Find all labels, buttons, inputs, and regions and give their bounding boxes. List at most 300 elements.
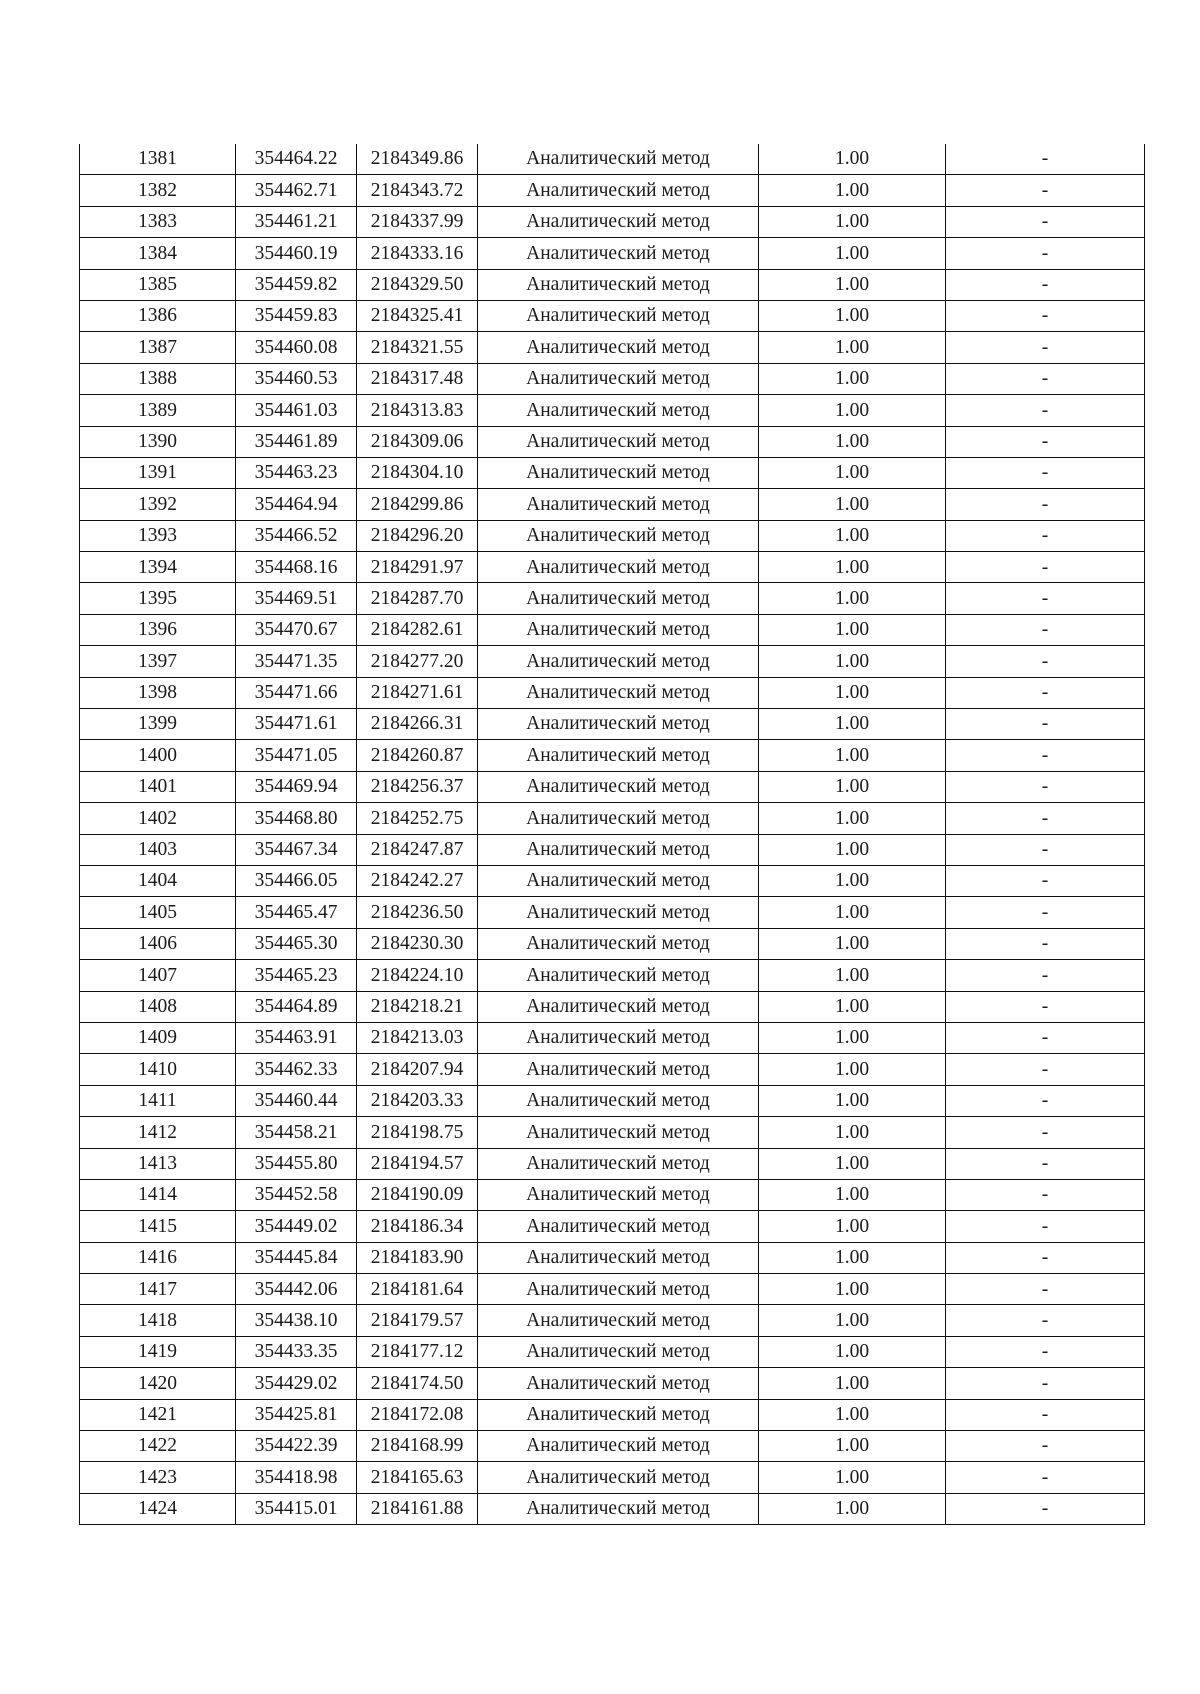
accuracy-cell: 1.00 <box>759 740 946 771</box>
table-row <box>80 395 1145 426</box>
x-coordinate-cell: 354433.35 <box>236 1336 357 1367</box>
y-coordinate-cell: 2184313.83 <box>357 395 478 426</box>
x-coordinate-cell: 354471.35 <box>236 646 357 677</box>
table-row <box>80 771 1145 802</box>
x-coordinate-cell: 354465.23 <box>236 960 357 991</box>
y-coordinate-cell: 2184203.33 <box>357 1085 478 1116</box>
description-cell: - <box>946 332 1145 363</box>
x-coordinate-cell: 354460.53 <box>236 363 357 394</box>
point-number-cell: 1424 <box>80 1493 236 1524</box>
x-coordinate-cell: 354467.34 <box>236 834 357 865</box>
accuracy-cell: 1.00 <box>759 1274 946 1305</box>
description-cell: - <box>946 489 1145 520</box>
method-cell: Аналитический метод <box>478 1493 759 1524</box>
x-coordinate-cell: 354449.02 <box>236 1211 357 1242</box>
point-number-cell: 1384 <box>80 238 236 269</box>
point-number-cell: 1422 <box>80 1431 236 1462</box>
y-coordinate-cell: 2184190.09 <box>357 1179 478 1210</box>
method-cell: Аналитический метод <box>478 1305 759 1336</box>
description-cell: - <box>946 1022 1145 1053</box>
table-row <box>80 897 1145 928</box>
accuracy-cell: 1.00 <box>759 897 946 928</box>
method-cell: Аналитический метод <box>478 1336 759 1367</box>
accuracy-cell: 1.00 <box>759 614 946 645</box>
method-cell: Аналитический метод <box>478 269 759 300</box>
point-number-cell: 1402 <box>80 803 236 834</box>
method-cell: Аналитический метод <box>478 583 759 614</box>
table-row <box>80 363 1145 394</box>
y-coordinate-cell: 2184165.63 <box>357 1462 478 1493</box>
description-cell: - <box>946 1305 1145 1336</box>
x-coordinate-cell: 354462.71 <box>236 175 357 206</box>
y-coordinate-cell: 2184329.50 <box>357 269 478 300</box>
description-cell: - <box>946 897 1145 928</box>
method-cell: Аналитический метод <box>478 1462 759 1493</box>
accuracy-cell: 1.00 <box>759 395 946 426</box>
table-row <box>80 1336 1145 1367</box>
description-cell: - <box>946 1368 1145 1399</box>
point-number-cell: 1411 <box>80 1085 236 1116</box>
accuracy-cell: 1.00 <box>759 928 946 959</box>
method-cell: Аналитический метод <box>478 175 759 206</box>
method-cell: Аналитический метод <box>478 1179 759 1210</box>
point-number-cell: 1396 <box>80 614 236 645</box>
accuracy-cell: 1.00 <box>759 1368 946 1399</box>
method-cell: Аналитический метод <box>478 1368 759 1399</box>
point-number-cell: 1383 <box>80 206 236 237</box>
point-number-cell: 1391 <box>80 457 236 488</box>
x-coordinate-cell: 354461.21 <box>236 206 357 237</box>
table-row <box>80 175 1145 206</box>
description-cell: - <box>946 552 1145 583</box>
point-number-cell: 1407 <box>80 960 236 991</box>
point-number-cell: 1403 <box>80 834 236 865</box>
y-coordinate-cell: 2184333.16 <box>357 238 478 269</box>
table-row <box>80 1462 1145 1493</box>
accuracy-cell: 1.00 <box>759 709 946 740</box>
accuracy-cell: 1.00 <box>759 1431 946 1462</box>
x-coordinate-cell: 354460.44 <box>236 1085 357 1116</box>
method-cell: Аналитический метод <box>478 928 759 959</box>
x-coordinate-cell: 354438.10 <box>236 1305 357 1336</box>
point-number-cell: 1395 <box>80 583 236 614</box>
point-number-cell: 1387 <box>80 332 236 363</box>
accuracy-cell: 1.00 <box>759 771 946 802</box>
accuracy-cell: 1.00 <box>759 865 946 896</box>
y-coordinate-cell: 2184213.03 <box>357 1022 478 1053</box>
table-row <box>80 583 1145 614</box>
y-coordinate-cell: 2184194.57 <box>357 1148 478 1179</box>
point-number-cell: 1414 <box>80 1179 236 1210</box>
description-cell: - <box>946 457 1145 488</box>
point-number-cell: 1417 <box>80 1274 236 1305</box>
description-cell: - <box>946 709 1145 740</box>
y-coordinate-cell: 2184177.12 <box>357 1336 478 1367</box>
accuracy-cell: 1.00 <box>759 1242 946 1273</box>
accuracy-cell: 1.00 <box>759 1179 946 1210</box>
method-cell: Аналитический метод <box>478 206 759 237</box>
y-coordinate-cell: 2184299.86 <box>357 489 478 520</box>
method-cell: Аналитический метод <box>478 363 759 394</box>
table-row <box>80 1085 1145 1116</box>
point-number-cell: 1413 <box>80 1148 236 1179</box>
description-cell: - <box>946 300 1145 331</box>
point-number-cell: 1404 <box>80 865 236 896</box>
point-number-cell: 1399 <box>80 709 236 740</box>
point-number-cell: 1418 <box>80 1305 236 1336</box>
y-coordinate-cell: 2184309.06 <box>357 426 478 457</box>
method-cell: Аналитический метод <box>478 1117 759 1148</box>
description-cell: - <box>946 269 1145 300</box>
y-coordinate-cell: 2184317.48 <box>357 363 478 394</box>
description-cell: - <box>946 426 1145 457</box>
accuracy-cell: 1.00 <box>759 1054 946 1085</box>
table-row <box>80 332 1145 363</box>
description-cell: - <box>946 583 1145 614</box>
accuracy-cell: 1.00 <box>759 646 946 677</box>
y-coordinate-cell: 2184296.20 <box>357 520 478 551</box>
method-cell: Аналитический метод <box>478 614 759 645</box>
accuracy-cell: 1.00 <box>759 332 946 363</box>
y-coordinate-cell: 2184186.34 <box>357 1211 478 1242</box>
accuracy-cell: 1.00 <box>759 960 946 991</box>
accuracy-cell: 1.00 <box>759 1117 946 1148</box>
y-coordinate-cell: 2184172.08 <box>357 1399 478 1430</box>
description-cell: - <box>946 363 1145 394</box>
description-cell: - <box>946 803 1145 834</box>
y-coordinate-cell: 2184198.75 <box>357 1117 478 1148</box>
table-row <box>80 238 1145 269</box>
coordinates-table-body <box>80 144 1145 1525</box>
description-cell: - <box>946 1117 1145 1148</box>
table-row <box>80 1399 1145 1430</box>
description-cell: - <box>946 771 1145 802</box>
accuracy-cell: 1.00 <box>759 520 946 551</box>
y-coordinate-cell: 2184224.10 <box>357 960 478 991</box>
point-number-cell: 1398 <box>80 677 236 708</box>
accuracy-cell: 1.00 <box>759 144 946 175</box>
description-cell: - <box>946 1148 1145 1179</box>
x-coordinate-cell: 354425.81 <box>236 1399 357 1430</box>
accuracy-cell: 1.00 <box>759 426 946 457</box>
description-cell: - <box>946 1399 1145 1430</box>
point-number-cell: 1421 <box>80 1399 236 1430</box>
accuracy-cell: 1.00 <box>759 803 946 834</box>
accuracy-cell: 1.00 <box>759 991 946 1022</box>
table-row <box>80 144 1145 175</box>
method-cell: Аналитический метод <box>478 1431 759 1462</box>
table-row <box>80 489 1145 520</box>
method-cell: Аналитический метод <box>478 1274 759 1305</box>
table-row <box>80 269 1145 300</box>
y-coordinate-cell: 2184343.72 <box>357 175 478 206</box>
x-coordinate-cell: 354461.03 <box>236 395 357 426</box>
table-row <box>80 552 1145 583</box>
x-coordinate-cell: 354458.21 <box>236 1117 357 1148</box>
y-coordinate-cell: 2184161.88 <box>357 1493 478 1524</box>
accuracy-cell: 1.00 <box>759 1085 946 1116</box>
description-cell: - <box>946 865 1145 896</box>
accuracy-cell: 1.00 <box>759 1493 946 1524</box>
point-number-cell: 1410 <box>80 1054 236 1085</box>
table-row <box>80 457 1145 488</box>
x-coordinate-cell: 354460.08 <box>236 332 357 363</box>
x-coordinate-cell: 354463.91 <box>236 1022 357 1053</box>
accuracy-cell: 1.00 <box>759 206 946 237</box>
description-cell: - <box>946 1336 1145 1367</box>
description-cell: - <box>946 740 1145 771</box>
table-row <box>80 834 1145 865</box>
method-cell: Аналитический метод <box>478 709 759 740</box>
description-cell: - <box>946 834 1145 865</box>
point-number-cell: 1386 <box>80 300 236 331</box>
method-cell: Аналитический метод <box>478 1148 759 1179</box>
table-row <box>80 520 1145 551</box>
x-coordinate-cell: 354455.80 <box>236 1148 357 1179</box>
table-row <box>80 928 1145 959</box>
description-cell: - <box>946 991 1145 1022</box>
description-cell: - <box>946 1054 1145 1085</box>
x-coordinate-cell: 354445.84 <box>236 1242 357 1273</box>
point-number-cell: 1412 <box>80 1117 236 1148</box>
y-coordinate-cell: 2184256.37 <box>357 771 478 802</box>
point-number-cell: 1423 <box>80 1462 236 1493</box>
x-coordinate-cell: 354459.82 <box>236 269 357 300</box>
accuracy-cell: 1.00 <box>759 583 946 614</box>
accuracy-cell: 1.00 <box>759 457 946 488</box>
y-coordinate-cell: 2184325.41 <box>357 300 478 331</box>
table-row <box>80 1148 1145 1179</box>
accuracy-cell: 1.00 <box>759 552 946 583</box>
y-coordinate-cell: 2184242.27 <box>357 865 478 896</box>
point-number-cell: 1415 <box>80 1211 236 1242</box>
table-row <box>80 1431 1145 1462</box>
accuracy-cell: 1.00 <box>759 363 946 394</box>
table-row <box>80 1305 1145 1336</box>
accuracy-cell: 1.00 <box>759 300 946 331</box>
x-coordinate-cell: 354422.39 <box>236 1431 357 1462</box>
description-cell: - <box>946 395 1145 426</box>
point-number-cell: 1405 <box>80 897 236 928</box>
table-row <box>80 1493 1145 1524</box>
y-coordinate-cell: 2184260.87 <box>357 740 478 771</box>
description-cell: - <box>946 614 1145 645</box>
x-coordinate-cell: 354471.66 <box>236 677 357 708</box>
point-number-cell: 1390 <box>80 426 236 457</box>
x-coordinate-cell: 354442.06 <box>236 1274 357 1305</box>
table-row <box>80 206 1145 237</box>
description-cell: - <box>946 1085 1145 1116</box>
accuracy-cell: 1.00 <box>759 677 946 708</box>
table-row <box>80 300 1145 331</box>
y-coordinate-cell: 2184230.30 <box>357 928 478 959</box>
method-cell: Аналитический метод <box>478 677 759 708</box>
y-coordinate-cell: 2184337.99 <box>357 206 478 237</box>
description-cell: - <box>946 1462 1145 1493</box>
x-coordinate-cell: 354470.67 <box>236 614 357 645</box>
point-number-cell: 1409 <box>80 1022 236 1053</box>
x-coordinate-cell: 354464.94 <box>236 489 357 520</box>
point-number-cell: 1385 <box>80 269 236 300</box>
point-number-cell: 1389 <box>80 395 236 426</box>
table-row <box>80 614 1145 645</box>
x-coordinate-cell: 354468.80 <box>236 803 357 834</box>
y-coordinate-cell: 2184181.64 <box>357 1274 478 1305</box>
table-row <box>80 865 1145 896</box>
table-row <box>80 1117 1145 1148</box>
y-coordinate-cell: 2184252.75 <box>357 803 478 834</box>
point-number-cell: 1382 <box>80 175 236 206</box>
table-row <box>80 803 1145 834</box>
description-cell: - <box>946 960 1145 991</box>
x-coordinate-cell: 354465.47 <box>236 897 357 928</box>
accuracy-cell: 1.00 <box>759 1336 946 1367</box>
description-cell: - <box>946 1211 1145 1242</box>
point-number-cell: 1394 <box>80 552 236 583</box>
point-number-cell: 1381 <box>80 144 236 175</box>
method-cell: Аналитический метод <box>478 803 759 834</box>
description-cell: - <box>946 928 1145 959</box>
table-row <box>80 1242 1145 1273</box>
description-cell: - <box>946 1274 1145 1305</box>
accuracy-cell: 1.00 <box>759 175 946 206</box>
x-coordinate-cell: 354466.52 <box>236 520 357 551</box>
table-row <box>80 1179 1145 1210</box>
table-row <box>80 646 1145 677</box>
y-coordinate-cell: 2184179.57 <box>357 1305 478 1336</box>
description-cell: - <box>946 144 1145 175</box>
table-row <box>80 426 1145 457</box>
y-coordinate-cell: 2184218.21 <box>357 991 478 1022</box>
description-cell: - <box>946 238 1145 269</box>
accuracy-cell: 1.00 <box>759 1211 946 1242</box>
table-row <box>80 709 1145 740</box>
x-coordinate-cell: 354471.61 <box>236 709 357 740</box>
x-coordinate-cell: 354415.01 <box>236 1493 357 1524</box>
table-row <box>80 677 1145 708</box>
method-cell: Аналитический метод <box>478 332 759 363</box>
method-cell: Аналитический метод <box>478 740 759 771</box>
x-coordinate-cell: 354452.58 <box>236 1179 357 1210</box>
y-coordinate-cell: 2184304.10 <box>357 457 478 488</box>
x-coordinate-cell: 354464.89 <box>236 991 357 1022</box>
y-coordinate-cell: 2184207.94 <box>357 1054 478 1085</box>
accuracy-cell: 1.00 <box>759 1022 946 1053</box>
y-coordinate-cell: 2184236.50 <box>357 897 478 928</box>
method-cell: Аналитический метод <box>478 520 759 551</box>
x-coordinate-cell: 354464.22 <box>236 144 357 175</box>
point-number-cell: 1416 <box>80 1242 236 1273</box>
accuracy-cell: 1.00 <box>759 1399 946 1430</box>
method-cell: Аналитический метод <box>478 1211 759 1242</box>
description-cell: - <box>946 1179 1145 1210</box>
x-coordinate-cell: 354462.33 <box>236 1054 357 1085</box>
method-cell: Аналитический метод <box>478 1399 759 1430</box>
method-cell: Аналитический метод <box>478 834 759 865</box>
accuracy-cell: 1.00 <box>759 1462 946 1493</box>
table-row <box>80 1274 1145 1305</box>
table-row <box>80 740 1145 771</box>
method-cell: Аналитический метод <box>478 771 759 802</box>
point-number-cell: 1419 <box>80 1336 236 1367</box>
accuracy-cell: 1.00 <box>759 1148 946 1179</box>
method-cell: Аналитический метод <box>478 144 759 175</box>
accuracy-cell: 1.00 <box>759 489 946 520</box>
method-cell: Аналитический метод <box>478 897 759 928</box>
method-cell: Аналитический метод <box>478 865 759 896</box>
description-cell: - <box>946 1242 1145 1273</box>
table-row <box>80 991 1145 1022</box>
table-row <box>80 1054 1145 1085</box>
point-number-cell: 1388 <box>80 363 236 394</box>
method-cell: Аналитический метод <box>478 991 759 1022</box>
description-cell: - <box>946 520 1145 551</box>
method-cell: Аналитический метод <box>478 646 759 677</box>
y-coordinate-cell: 2184321.55 <box>357 332 478 363</box>
method-cell: Аналитический метод <box>478 1022 759 1053</box>
x-coordinate-cell: 354463.23 <box>236 457 357 488</box>
point-number-cell: 1393 <box>80 520 236 551</box>
accuracy-cell: 1.00 <box>759 834 946 865</box>
point-number-cell: 1408 <box>80 991 236 1022</box>
y-coordinate-cell: 2184349.86 <box>357 144 478 175</box>
table-row <box>80 960 1145 991</box>
method-cell: Аналитический метод <box>478 300 759 331</box>
point-number-cell: 1401 <box>80 771 236 802</box>
y-coordinate-cell: 2184247.87 <box>357 834 478 865</box>
method-cell: Аналитический метод <box>478 1242 759 1273</box>
y-coordinate-cell: 2184174.50 <box>357 1368 478 1399</box>
x-coordinate-cell: 354466.05 <box>236 865 357 896</box>
y-coordinate-cell: 2184287.70 <box>357 583 478 614</box>
description-cell: - <box>946 677 1145 708</box>
x-coordinate-cell: 354461.89 <box>236 426 357 457</box>
y-coordinate-cell: 2184271.61 <box>357 677 478 708</box>
x-coordinate-cell: 354468.16 <box>236 552 357 583</box>
x-coordinate-cell: 354465.30 <box>236 928 357 959</box>
table-row <box>80 1211 1145 1242</box>
x-coordinate-cell: 354418.98 <box>236 1462 357 1493</box>
method-cell: Аналитический метод <box>478 960 759 991</box>
description-cell: - <box>946 646 1145 677</box>
method-cell: Аналитический метод <box>478 552 759 583</box>
x-coordinate-cell: 354460.19 <box>236 238 357 269</box>
method-cell: Аналитический метод <box>478 1085 759 1116</box>
coordinates-table <box>79 144 1145 1525</box>
point-number-cell: 1406 <box>80 928 236 959</box>
x-coordinate-cell: 354429.02 <box>236 1368 357 1399</box>
y-coordinate-cell: 2184282.61 <box>357 614 478 645</box>
method-cell: Аналитический метод <box>478 395 759 426</box>
description-cell: - <box>946 1431 1145 1462</box>
accuracy-cell: 1.00 <box>759 269 946 300</box>
x-coordinate-cell: 354469.51 <box>236 583 357 614</box>
point-number-cell: 1420 <box>80 1368 236 1399</box>
method-cell: Аналитический метод <box>478 457 759 488</box>
point-number-cell: 1392 <box>80 489 236 520</box>
description-cell: - <box>946 1493 1145 1524</box>
x-coordinate-cell: 354469.94 <box>236 771 357 802</box>
table-row <box>80 1368 1145 1399</box>
accuracy-cell: 1.00 <box>759 238 946 269</box>
x-coordinate-cell: 354459.83 <box>236 300 357 331</box>
y-coordinate-cell: 2184277.20 <box>357 646 478 677</box>
table-row <box>80 1022 1145 1053</box>
method-cell: Аналитический метод <box>478 1054 759 1085</box>
point-number-cell: 1400 <box>80 740 236 771</box>
accuracy-cell: 1.00 <box>759 1305 946 1336</box>
point-number-cell: 1397 <box>80 646 236 677</box>
